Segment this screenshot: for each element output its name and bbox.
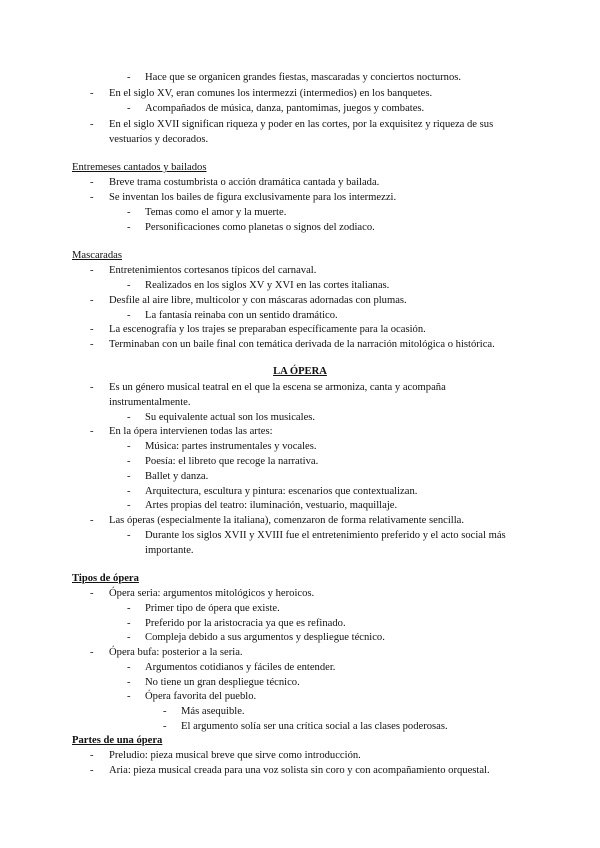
list-item — [0, 205, 600, 220]
bullet-dash: - — [90, 426, 94, 437]
item-text: importante. — [145, 545, 194, 556]
bullet-dash: - — [127, 677, 131, 688]
bullet-dash: - — [90, 339, 94, 350]
bullet-dash: - — [90, 295, 94, 306]
bullet-dash: - — [127, 310, 131, 321]
list-item — [0, 70, 600, 85]
list-item — [0, 484, 600, 499]
list-item — [0, 293, 600, 308]
bullet-dash: - — [127, 103, 131, 114]
bullet-dash: - — [90, 265, 94, 276]
list-item — [0, 454, 600, 469]
bullet-dash: - — [90, 515, 94, 526]
item-text: Realizados en los siglos XV y XVI en las cortes italianas. — [145, 280, 390, 291]
list-item-continuation — [0, 395, 600, 410]
list-item — [0, 513, 600, 528]
bullet-dash: - — [127, 662, 131, 673]
item-text: No tiene un gran despliegue técnico. — [145, 677, 300, 688]
list-item — [0, 748, 600, 763]
bullet-dash: - — [90, 192, 94, 203]
item-text: Entretenimientos cortesanos típicos del carnaval. — [109, 265, 317, 276]
item-text: Preludio: pieza musical breve que sirve como introducción. — [109, 750, 361, 761]
bullet-dash: - — [127, 618, 131, 629]
section-heading — [0, 733, 600, 748]
list-item — [0, 689, 600, 704]
bullet-dash: - — [163, 721, 167, 732]
bullet-dash: - — [127, 222, 131, 233]
item-text: instrumentalmente. — [109, 397, 191, 408]
list-item — [0, 278, 600, 293]
bullet-dash: - — [127, 500, 131, 511]
page-title: LA ÓPERA — [273, 366, 327, 377]
bullet-dash: - — [90, 588, 94, 599]
item-text: En la ópera intervienen todas las artes: — [109, 426, 273, 437]
list-item — [0, 424, 600, 439]
heading-tipos: Tipos de ópera — [72, 573, 139, 584]
bullet-dash: - — [127, 441, 131, 452]
list-item — [0, 86, 600, 101]
list-item — [0, 101, 600, 116]
list-item — [0, 675, 600, 690]
list-item-continuation — [0, 543, 600, 558]
item-text: En el siglo XV, eran comunes los intermezzi (intermedios) en los banquetes. — [109, 88, 433, 99]
item-text: Preferido por la aristocracia ya que es refinado. — [145, 618, 346, 629]
list-item — [0, 630, 600, 645]
list-item — [0, 117, 600, 132]
item-text: Su equivalente actual son los musicales. — [145, 412, 316, 423]
bullet-dash: - — [90, 382, 94, 393]
item-text: Ballet y danza. — [145, 471, 209, 482]
item-text: Primer tipo de ópera que existe. — [145, 603, 280, 614]
item-text: Artes propias del teatro: iluminación, vestuario, maquillaje. — [145, 500, 398, 511]
section-heading — [0, 571, 600, 586]
bullet-dash: - — [127, 456, 131, 467]
list-item — [0, 645, 600, 660]
page-title-row — [0, 364, 600, 379]
bullet-dash: - — [90, 88, 94, 99]
list-item — [0, 410, 600, 425]
item-text: Arquitectura, escultura y pintura: escenarios que contextualizan. — [145, 486, 418, 497]
list-item — [0, 308, 600, 323]
list-item — [0, 528, 600, 543]
item-text: La fantasía reinaba con un sentido dramático. — [145, 310, 338, 321]
list-item-continuation — [0, 132, 600, 147]
bullet-dash: - — [127, 471, 131, 482]
item-text: Acompañados de música, danza, pantomimas, juegos y combates. — [145, 103, 425, 114]
item-text: Es un género musical teatral en el que la escena se armoniza, canta y acompaña — [109, 382, 446, 393]
item-text: El argumento solía ser una crítica social a las clases poderosas. — [181, 721, 448, 732]
list-item — [0, 719, 600, 734]
list-item — [0, 337, 600, 352]
item-text: vestuarios y decorados. — [109, 134, 209, 145]
heading-mascaradas: Mascaradas — [72, 250, 122, 261]
bullet-dash: - — [163, 706, 167, 717]
item-text: Durante los siglos XVII y XVIII fue el entretenimiento preferido y el acto social más — [145, 530, 506, 541]
list-item — [0, 469, 600, 484]
item-text: Se inventan los bailes de figura exclusivamente para los intermezzi. — [109, 192, 397, 203]
bullet-dash: - — [127, 72, 131, 83]
item-text: Personificaciones como planetas o signos del zodiaco. — [145, 222, 375, 233]
item-text: Ópera favorita del pueblo. — [145, 691, 257, 702]
bullet-dash: - — [90, 765, 94, 776]
list-item — [0, 704, 600, 719]
item-text: Ópera seria: argumentos mitológicos y heroicos. — [109, 588, 315, 599]
item-text: Música: partes instrumentales y vocales. — [145, 441, 317, 452]
item-text: Poesía: el libreto que recoge la narrativa. — [145, 456, 319, 467]
list-item — [0, 263, 600, 278]
bullet-dash: - — [127, 486, 131, 497]
bullet-dash: - — [127, 632, 131, 643]
item-text: Hace que se organicen grandes fiestas, mascaradas y conciertos nocturnos. — [145, 72, 462, 83]
bullet-dash: - — [90, 119, 94, 130]
list-item — [0, 616, 600, 631]
item-text: Compleja debido a sus argumentos y despliegue técnico. — [145, 632, 385, 643]
bullet-dash: - — [90, 324, 94, 335]
item-text: Temas como el amor y la muerte. — [145, 207, 287, 218]
bullet-dash: - — [127, 603, 131, 614]
bullet-dash: - — [127, 280, 131, 291]
bullet-dash: - — [127, 207, 131, 218]
list-item — [0, 439, 600, 454]
bullet-dash: - — [90, 750, 94, 761]
item-text: Aria: pieza musical creada para una voz solista sin coro y con acompañamiento orquestal. — [109, 765, 490, 776]
section-heading — [0, 248, 600, 263]
bullet-dash: - — [90, 647, 94, 658]
item-text: Ópera bufa: posterior a la seria. — [109, 647, 243, 658]
bullet-dash: - — [127, 530, 131, 541]
list-item — [0, 175, 600, 190]
heading-partes: Partes de una ópera — [72, 735, 163, 746]
item-text: Breve trama costumbrista o acción dramática cantada y bailada. — [109, 177, 380, 188]
list-item — [0, 380, 600, 395]
bullet-dash: - — [127, 412, 131, 423]
heading-entremeses: Entremeses cantados y bailados — [72, 162, 207, 173]
item-text: Desfile al aire libre, multicolor y con máscaras adornadas con plumas. — [109, 295, 407, 306]
list-item — [0, 763, 600, 778]
section-heading — [0, 160, 600, 175]
list-item — [0, 190, 600, 205]
list-item — [0, 498, 600, 513]
item-text: En el siglo XVII significan riqueza y poder en las cortes, por la exquisitez y riqueza de sus — [109, 119, 494, 130]
item-text: Terminaban con un baile final con temática derivada de la narración mitológica o histórica. — [109, 339, 495, 350]
item-text: La escenografía y los trajes se preparaban específicamente para la ocasión. — [109, 324, 426, 335]
item-text: Más asequible. — [181, 706, 245, 717]
bullet-dash: - — [90, 177, 94, 188]
list-item — [0, 660, 600, 675]
list-item — [0, 586, 600, 601]
item-text: Las óperas (especialmente la italiana), comenzaron de forma relativamente sencilla. — [109, 515, 465, 526]
list-item — [0, 601, 600, 616]
bullet-dash: - — [127, 691, 131, 702]
list-item — [0, 220, 600, 235]
list-item — [0, 322, 600, 337]
item-text: Argumentos cotidianos y fáciles de entender. — [145, 662, 336, 673]
